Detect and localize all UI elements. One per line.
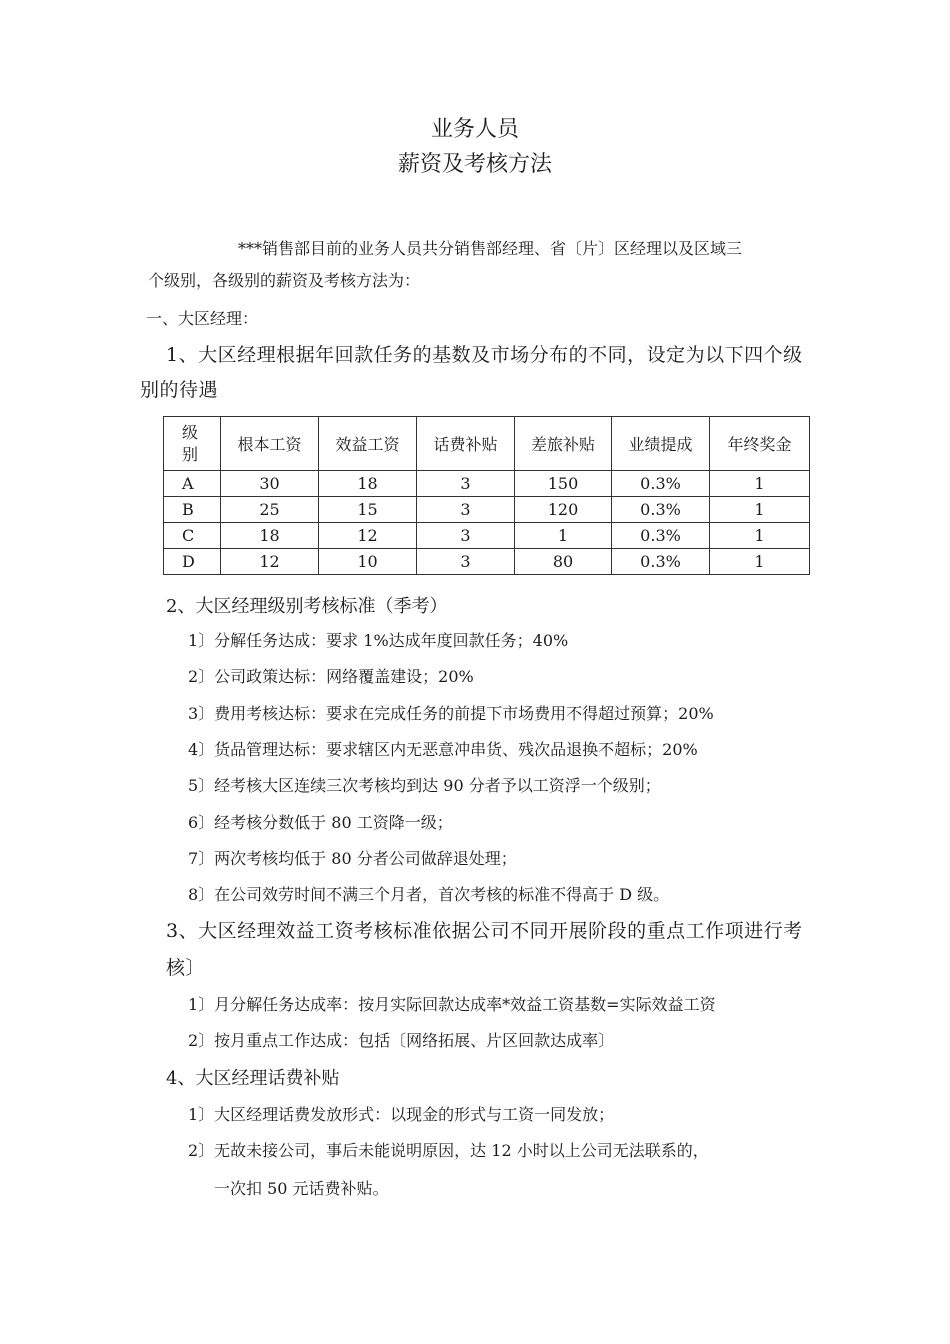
header-commission: 业绩提成 — [612, 417, 710, 471]
s1-item1-line2: 别的待遇 — [140, 379, 219, 401]
header-year-end-bonus: 年终奖金 — [710, 417, 810, 471]
list-item-continuation: 一次扣 50 元话费补贴。 — [214, 1179, 389, 1198]
header-phone-allowance: 话费补贴 — [417, 417, 515, 471]
table-cell: 150 — [515, 471, 612, 497]
list-item: 1〕大区经理话费发放形式：以现金的形式与工资一同发放； — [188, 1105, 615, 1124]
s1-item2-heading: 2、大区经理级别考核标准（季考） — [166, 596, 448, 617]
list-item: 2〕无故未接公司，事后未能说明原因，达 12 小时以上公司无法联系的， — [188, 1141, 709, 1160]
salary-grade-table — [163, 416, 810, 575]
list-item: 2〕公司政策达标：网络覆盖建设；20% — [188, 667, 474, 686]
table-cell: 12 — [319, 523, 417, 549]
list-item: 8〕在公司效劳时间不满三个月者，首次考核的标准不得高于 D 级。 — [188, 885, 670, 904]
header-travel-allowance: 差旅补贴 — [515, 417, 612, 471]
table-cell: C — [164, 523, 221, 549]
table-cell: 25 — [221, 497, 319, 523]
table-cell: 0.3% — [612, 497, 710, 523]
header-base-salary: 根本工资 — [221, 417, 319, 471]
intro-line1: ***销售部目前的业务人员共分销售部经理、省〔片〕区经理以及区域三 — [238, 239, 743, 258]
table-header-row — [164, 417, 810, 471]
list-item: 4〕货品管理达标：要求辖区内无恶意冲串货、残次品退换不超标；20% — [188, 740, 698, 759]
section1-heading: 一、大区经理： — [146, 309, 259, 328]
table-cell: 3 — [417, 497, 515, 523]
s1-item1-line1: 1、大区经理根据年回款任务的基数及市场分布的不同，设定为以下四个级 — [166, 344, 803, 366]
table-cell: 1 — [710, 471, 810, 497]
list-item: 2〕按月重点工作达成：包括〔网络拓展、片区回款达成率〕 — [188, 1031, 615, 1050]
list-item: 5〕经考核大区连续三次考核均到达 90 分者予以工资浮一个级别； — [188, 776, 661, 795]
table-cell: A — [164, 471, 221, 497]
doc-title-line2: 薪资及考核方法 — [397, 152, 552, 177]
table-cell: 3 — [417, 549, 515, 575]
doc-title-line1: 业务人员 — [430, 117, 519, 142]
table-cell: 1 — [710, 523, 810, 549]
header-level-line2: 别 — [182, 444, 199, 464]
table-cell: 0.3% — [612, 523, 710, 549]
table-cell: 15 — [319, 497, 417, 523]
table-cell: 10 — [319, 549, 417, 575]
list-item: 6〕经考核分数低于 80 工资降一级； — [188, 813, 453, 832]
table-cell: 12 — [221, 549, 319, 575]
table-cell: D — [164, 549, 221, 575]
table-cell: 1 — [515, 523, 612, 549]
table-cell: 30 — [221, 471, 319, 497]
header-level — [164, 417, 221, 471]
s1-item4-heading: 4、大区经理话费补贴 — [166, 1068, 340, 1089]
table-cell: 1 — [710, 549, 810, 575]
table-cell: 80 — [515, 549, 612, 575]
list-item: 3〕费用考核达标：要求在完成任务的前提下市场费用不得超过预算；20% — [188, 704, 714, 723]
table-cell: 1 — [710, 497, 810, 523]
s1-item3-line1: 3、大区经理效益工资考核标准依据公司不同开展阶段的重点工作项进行考 — [166, 920, 803, 942]
list-item: 1〕分解任务达成：要求 1%达成年度回款任务；40% — [188, 631, 569, 650]
table-row — [164, 497, 810, 523]
table-cell: 0.3% — [612, 471, 710, 497]
table-cell: 18 — [221, 523, 319, 549]
table-row — [164, 549, 810, 575]
table-cell: 120 — [515, 497, 612, 523]
table-cell: 3 — [417, 471, 515, 497]
table-cell: B — [164, 497, 221, 523]
header-level-line1: 级 — [182, 422, 199, 442]
list-item: 7〕两次考核均低于 80 分者公司做辞退处理； — [188, 849, 517, 868]
s1-item3-line2: 核〕 — [166, 957, 206, 979]
list-item: 1〕月分解任务达成率：按月实际回款达成率*效益工资基数=实际效益工资 — [188, 995, 716, 1014]
table-row — [164, 471, 810, 497]
table-cell: 3 — [417, 523, 515, 549]
table-cell: 18 — [319, 471, 417, 497]
intro-line2: 个级别，各级别的薪资及考核方法为： — [148, 271, 421, 290]
table-row — [164, 523, 810, 549]
table-cell: 0.3% — [612, 549, 710, 575]
header-performance-salary: 效益工资 — [319, 417, 417, 471]
